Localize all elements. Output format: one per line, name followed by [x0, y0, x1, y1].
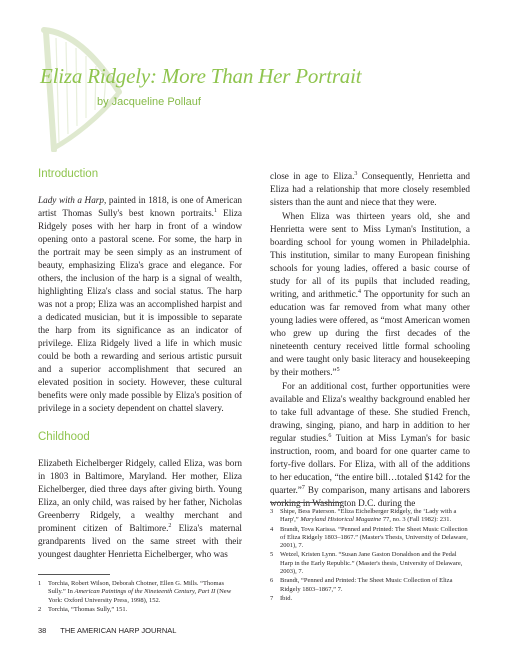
footnote-divider	[270, 502, 342, 503]
footnote	[38, 580, 242, 605]
footnote	[270, 508, 470, 525]
footnote	[270, 595, 470, 603]
footnote-ref: 6	[328, 432, 332, 439]
footnote	[270, 577, 470, 594]
section-heading-introduction: Introduction	[38, 168, 99, 180]
left-column	[38, 168, 242, 562]
footnote-text: Ibid.	[280, 594, 293, 602]
footnote-number: 7	[270, 594, 274, 602]
footnote	[270, 551, 470, 576]
footnote-ref: 4	[357, 288, 361, 295]
body-paragraph: close in age to Eliza.$^3$ Consequently, Henrietta and Eliza had a relationship that more closely resembled sisters than the aunt and niece that they were.	[270, 170, 471, 207]
footnote	[38, 606, 242, 614]
page-footer	[38, 626, 176, 635]
artwork-title: Lady with a Harp	[38, 195, 104, 205]
body-paragraph: For an additional cost, further opportunities were available and Eliza's wealthy background enabled her to take full advantage of these. She studied French, drawing, singing, piano, and harp in addition to her regular studies.$^6$ Tuition at Miss Lyman's for basic instruction, room, and board for one quarter came to forty-five dollars. For Eliza, with all of the additions to her education, “the entire bill…totaled $142 for the quarter.”$^7$ By comparison, many artisans and laborers working in Washington D.C. during the	[270, 381, 470, 508]
footnote-ref: 3	[354, 170, 358, 177]
footnote-text: Wetzel, Kristen Lynn. “Susan Jane Gaston Donaldson and the Pedal Harp in the Early Republic.” (Master's thesis, University of Delaware, 2003), 7.	[280, 551, 463, 576]
footnote-ref: 7	[301, 484, 305, 491]
journal-name: THE AMERICAN HARP JOURNAL	[60, 626, 177, 635]
childhood-paragraph: Elizabeth Eichelberger Ridgely, called Eliza, was born in 1803 in Baltimore, Maryland. Her mother, Eliza Eichelberger, died three days after giving birth. Young Eliza, an only child, was raised by her father, Nicholas Greenberry Ridgely, a wealthy merchant and prominent citizen of Baltimore.$^2$ Eliza's maternal grandparents lived on the same street with their youngest daughter Henrietta Eichelberger, who was	[38, 458, 242, 559]
footnote-text: Torchia, Robert Wilson, Deborah Chotner, Ellen G. Mills. “Thomas Sully.” In American Paintings of the Nineteenth Century, Part II (New York: Oxford University Press, 1998), 152.	[48, 580, 232, 604]
footnote-number: 1	[38, 580, 42, 587]
intro-paragraph: Lady with a Harp, painted in 1818, is one of American artist Thomas Sully's best known portraits.$^1$ Eliza Ridgely poses with her harp in front of a window opening onto a pastoral scene. For some, the harp in the portrait may be seen simply as an instrument of beauty, emphasizing Eliza's grace and elegance. For others, the inclusion of the harp is a signal of wealth, highlighting Eliza's class and social status. The harp was not a prop; Eliza was an accomplished harpist and a dedicated musician, but it is impossible to separate the harp from its significance as an indicator of privilege. Eliza Ridgely lived a life in which music could be both a rewarding and serious artistic pursuit and a superior accomplishment that secured an elevated position in society. However, these cultural benefits were only made possible by Eliza's position of privilege in a society dependent on chattel slavery.	[38, 195, 243, 413]
page-number: 38	[38, 626, 47, 635]
footnote-number: 4	[270, 525, 274, 533]
footnote-ref: 1	[213, 207, 217, 214]
footnote-number: 2	[38, 605, 42, 613]
footnote-divider	[38, 574, 110, 575]
footnote-text: Brandt, Tova Karissa. “Penned and Printed: The Sheet Music Collection of Eliza Ridgely 1803–1867.” (Master's Thesis, University of Delaware, 2001), 7.	[280, 525, 468, 550]
right-column	[270, 170, 470, 511]
article-title: Eliza Ridgely: More Than Her Portrait	[40, 64, 362, 88]
author-byline: by Jacqueline Pollauf	[97, 96, 201, 108]
footnote-number: 3	[270, 508, 274, 515]
section-heading-childhood: Childhood	[38, 431, 90, 443]
footnotes-left	[38, 580, 242, 615]
footnote-text: Brandt, “Penned and Printed: The Sheet Music Collection of Eliza Ridgely 1803–1867,” 7.	[280, 577, 453, 593]
footnote-number: 6	[270, 577, 274, 585]
footnote-number: 5	[270, 551, 274, 559]
footnote-ref: 2	[168, 522, 172, 529]
footnote-text: Shipe, Bess Paterson. “Eliza Eichelberger Ridgely, the ‘Lady with a Harp',” Maryland Historical Magazine 77, no. 3 (Fall 1982): 231.	[280, 508, 457, 524]
footnote-ref: 5	[336, 366, 340, 373]
footnote-text: Torchia, “Thomas Sully,” 151.	[48, 605, 128, 613]
footnotes-right	[270, 508, 470, 604]
body-paragraph: When Eliza was thirteen years old, she and Henrietta were sent to Miss Lyman's Institution, a boarding school for young women in Philadelphia. This institution, similar to many European finishing schools for young ladies, offered a basic course of study for all of its pupils that included reading, writing, and arithmetic.$^4$ The opportunity for such an education was far removed from what many other young ladies were offered, as “most American women who grew up during the first decades of the nineteenth century received little formal schooling and were taught only basic literacy and housekeeping by their mothers.”$^5$	[270, 211, 470, 377]
footnote	[270, 526, 470, 551]
